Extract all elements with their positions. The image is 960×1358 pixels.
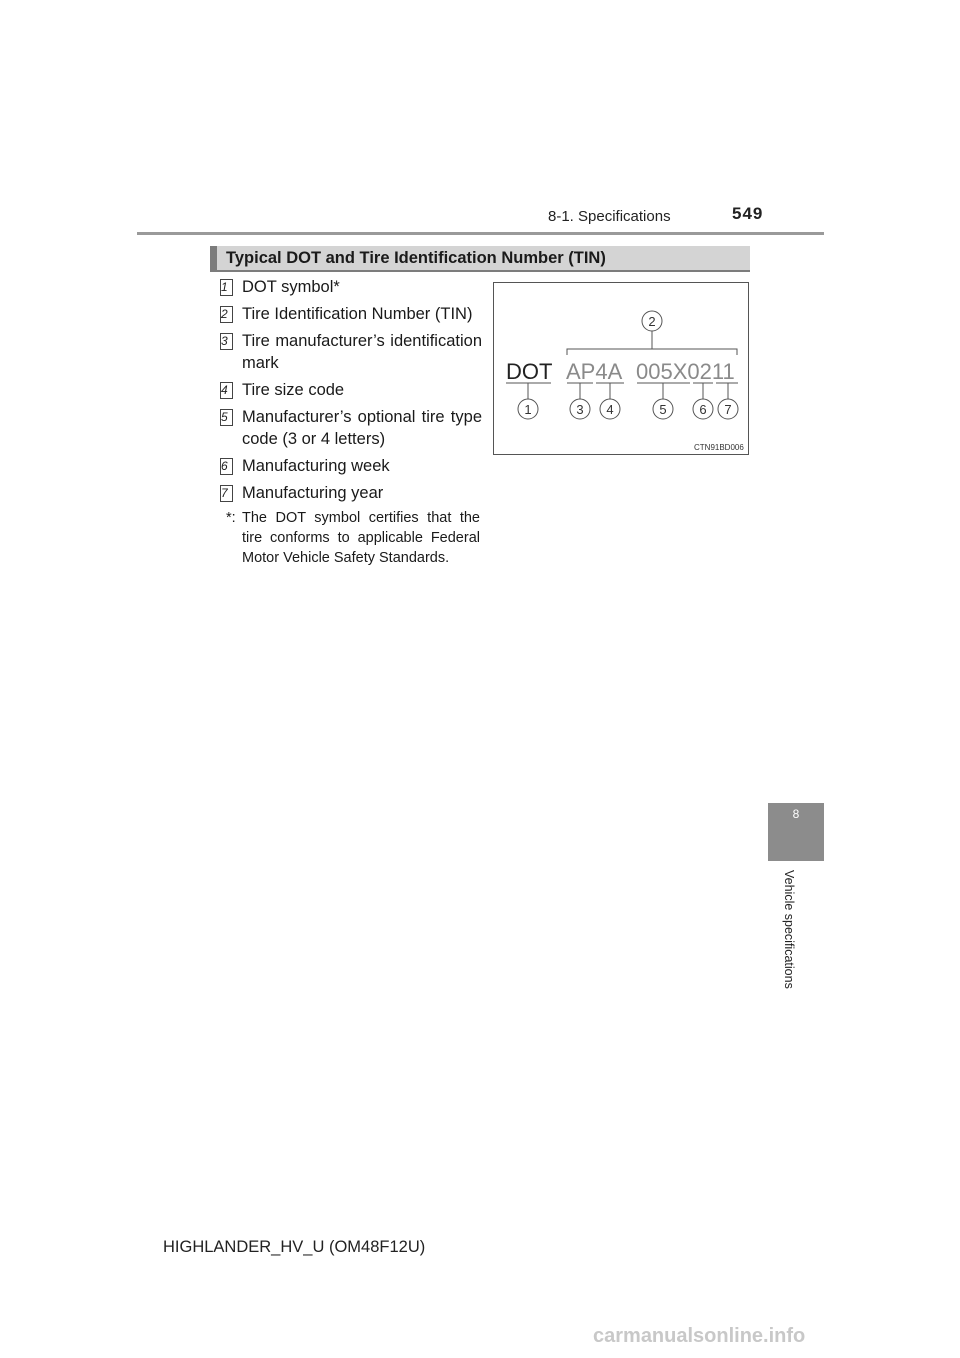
- item-text: Tire Identification Number (TIN): [242, 305, 473, 323]
- list-item: [216, 330, 482, 374]
- list-item: [216, 276, 482, 298]
- item-number-badge: 1: [220, 279, 233, 296]
- list-item: [216, 379, 482, 401]
- mfr-code-text: AP4A: [566, 359, 623, 384]
- item-text: Manufacturing week: [242, 457, 390, 475]
- item-number-badge: 5: [220, 409, 233, 426]
- item-number-badge: 3: [220, 333, 233, 350]
- list-item: [216, 303, 482, 325]
- section-heading-text: Typical DOT and Tire Identification Number (TIN): [226, 249, 606, 267]
- callout-1: 1: [524, 402, 532, 417]
- item-text: Manufacturer’s optional tire type code (3 or 4 letters): [242, 408, 482, 448]
- chapter-number: 8: [792, 807, 800, 821]
- list-item: [216, 406, 482, 450]
- item-text: DOT symbol*: [242, 278, 340, 296]
- item-number-badge: 7: [220, 485, 233, 502]
- header-section-title: 8-1. Specifications: [548, 208, 671, 225]
- chapter-side-label: Vehicle specifications: [782, 870, 796, 989]
- list-item: [216, 482, 482, 504]
- footnote: [216, 508, 480, 568]
- callout-5: 5: [659, 402, 667, 417]
- figure-code: CTN91BD006: [694, 443, 744, 452]
- item-text: Tire size code: [242, 381, 345, 399]
- item-text: Tire manufacturer’s identification mark: [242, 332, 482, 372]
- section-heading: [210, 246, 750, 272]
- page-number: 549: [732, 204, 764, 223]
- item-number-badge: 2: [220, 306, 233, 323]
- item-number-badge: 6: [220, 458, 233, 475]
- watermark: carmanualsonline.info: [593, 1325, 806, 1347]
- list-item: [216, 455, 482, 477]
- item-number-badge: 4: [220, 382, 233, 399]
- chapter-side-tab: [768, 803, 824, 861]
- tin-diagram: [494, 283, 748, 454]
- tin-figure: [493, 282, 749, 455]
- header-rule: [137, 232, 824, 235]
- callout-7: 7: [724, 402, 732, 417]
- tin-bracket: [567, 349, 737, 355]
- dot-text: DOT: [506, 359, 553, 384]
- footnote-mark: *:: [226, 510, 236, 526]
- footnote-text: The DOT symbol certifies that the tire conforms to applicable Federal Motor Vehicle Safety Standards.: [242, 510, 480, 566]
- tin-code-text: 005X0211: [636, 359, 735, 384]
- item-list: [216, 276, 482, 509]
- item-text: Manufacturing year: [242, 484, 384, 502]
- callout-3: 3: [576, 402, 584, 417]
- callout-6: 6: [699, 402, 707, 417]
- callout-4: 4: [606, 402, 614, 417]
- footer-model-code: HIGHLANDER_HV_U (OM48F12U): [163, 1238, 426, 1256]
- callout-2: 2: [648, 314, 656, 329]
